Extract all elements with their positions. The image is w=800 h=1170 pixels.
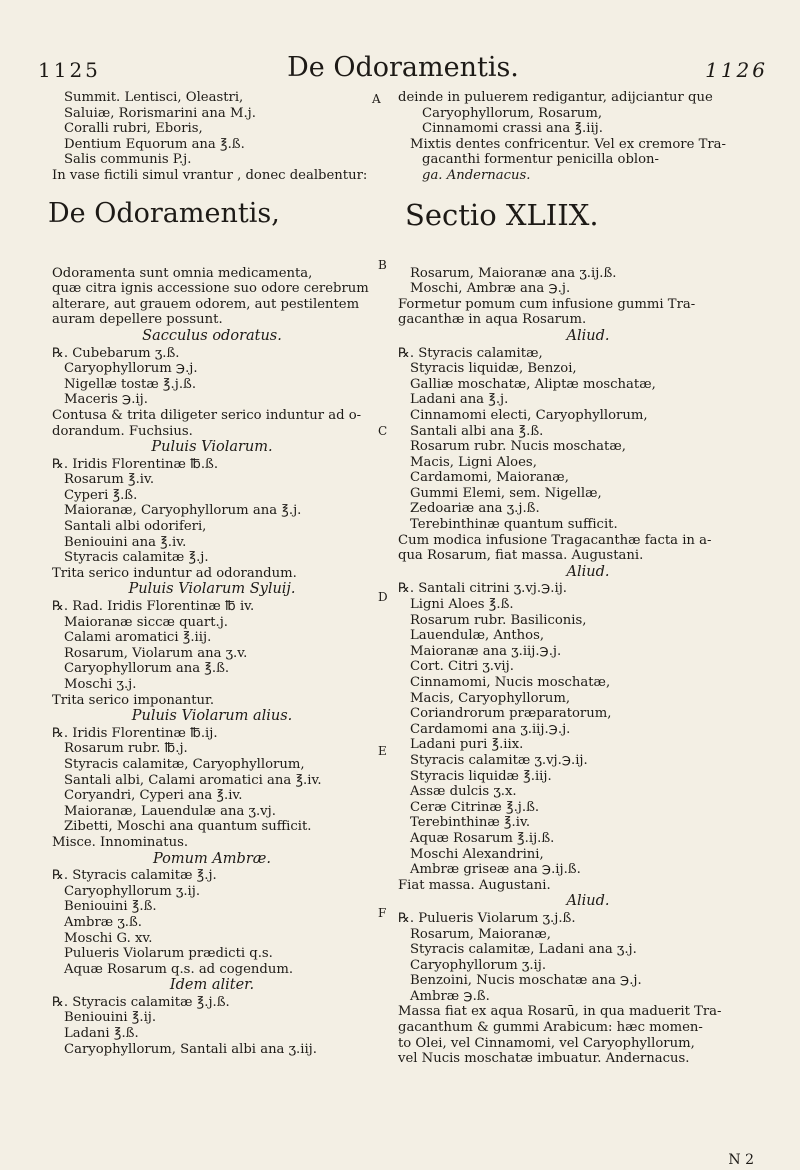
margin-letter-f: F bbox=[378, 906, 387, 920]
text-line: Cinnamomi electi, Caryophyllorum, bbox=[410, 407, 648, 423]
text-line: dorandum. Fuchsius. bbox=[52, 423, 193, 439]
text-line: Ligni Aloes ℥.ß. bbox=[410, 597, 514, 613]
text-line: Rosarum, Maioranæ ana ʒ.ij.ß. bbox=[410, 265, 617, 281]
text-line: quæ citra ignis accessione suo odore cerebrum bbox=[52, 281, 369, 297]
text-line: Rosarum rubr. ℔.j. bbox=[64, 741, 188, 757]
text-line: Trita serico imponantur. bbox=[52, 692, 215, 708]
text-line: Cinnamomi, Nucis moschatæ, bbox=[410, 675, 611, 690]
right-top-block bbox=[398, 90, 778, 184]
text-line: Moschi ʒ.j. bbox=[64, 677, 137, 692]
text-line: Moschi G. xv. bbox=[64, 930, 153, 946]
text-line: ℞. Iridis Florentinæ ℔.ij. bbox=[52, 725, 218, 741]
text-line: Caryophyllorum, Santali albi ana ʒ.iij. bbox=[64, 1041, 317, 1057]
text-line: Styracis calamitæ, Caryophyllorum, bbox=[64, 756, 305, 772]
text-line: In vase fictili simul vrantur , donec dealbentur: bbox=[52, 167, 368, 183]
text-line: ℞. Styracis calamitæ ℥.j.ß. bbox=[52, 994, 230, 1010]
recipe-heading: Aliud. bbox=[566, 563, 610, 580]
text-line: ℞. Pulueris Violarum ʒ.j.ß. bbox=[398, 910, 576, 926]
text-line: Cinnamomi crassi ana ℥.iij. bbox=[422, 121, 603, 137]
text-line: Aquæ Rosarum q.s. ad cogendum. bbox=[64, 961, 294, 977]
text-line: ℞. Styracis calamitæ, bbox=[398, 345, 543, 361]
text-line: Zedoariæ ana ʒ.j.ß. bbox=[410, 501, 540, 517]
recipe-heading: Puluis Violarum alius. bbox=[131, 708, 293, 725]
text-line: auram depellere possunt. bbox=[52, 312, 223, 328]
recipe-heading: Puluis Violarum. bbox=[151, 439, 273, 456]
text-line: Lauendulæ, Anthos, bbox=[410, 628, 545, 644]
text-line: ℞. Cubebarum ʒ.ß. bbox=[52, 345, 180, 361]
recipe-heading: Puluis Violarum Syluij. bbox=[128, 581, 296, 598]
text-line: Galliæ moschatæ, Aliptæ moschatæ, bbox=[410, 376, 656, 392]
text-line: gacanthum & gummi Arabicum: hæc momen- bbox=[398, 1020, 703, 1036]
text-line: Pulueris Violarum prædicti q.s. bbox=[64, 946, 273, 962]
text-line: Coryandri, Cyperi ana ℥.iv. bbox=[64, 788, 243, 804]
text-line: deinde in puluerem redigantur, adijciantur que bbox=[398, 90, 713, 105]
text-line: Styracis liquidæ, Benzoi, bbox=[410, 361, 577, 377]
text-line: Beniouini ana ℥.iv. bbox=[64, 534, 187, 550]
text-line: Cort. Citri ʒ.vij. bbox=[410, 659, 514, 675]
right-body bbox=[398, 266, 778, 1067]
recipe-heading: Aliud. bbox=[566, 327, 610, 344]
text-line: Ladani puri ℥.iix. bbox=[410, 737, 524, 753]
text-line: Cyperi ℥.ß. bbox=[64, 487, 138, 503]
text-line: Ceræ Citrinæ ℥.j.ß. bbox=[410, 799, 540, 815]
text-line: Santali albi odoriferi, bbox=[64, 519, 207, 535]
text-line: Misce. Innominatus. bbox=[52, 834, 189, 850]
running-header bbox=[38, 52, 768, 92]
text-line: Summit. Lentisci, Oleastri, bbox=[64, 90, 244, 105]
text-line: Zibetti, Moschi ana quantum sufficit. bbox=[64, 819, 312, 835]
text-line: vel Nucis moschatæ imbuatur. Andernacus. bbox=[398, 1051, 690, 1067]
section-title-left: De Odoramentis, bbox=[48, 198, 280, 229]
left-body bbox=[52, 266, 372, 1058]
text-line: Salis communis P.j. bbox=[64, 152, 192, 168]
text-line: Cardamomi ana ʒ.iij.℈.j. bbox=[410, 721, 571, 737]
text-line: ga. Andernacus. bbox=[422, 167, 531, 183]
text-line: Moschi, Ambræ ana ℈.j. bbox=[410, 281, 571, 297]
running-title: De Odoramentis. bbox=[287, 52, 519, 83]
margin-letter-e: E bbox=[378, 744, 387, 758]
text-line: Santali albi ana ℥.ß. bbox=[410, 423, 544, 439]
text-line: Maioranæ, Caryophyllorum ana ℥.j. bbox=[64, 503, 302, 519]
text-line: Nigellæ tostæ ℥.j.ß. bbox=[64, 376, 197, 392]
text-line: Maioranæ, Lauendulæ ana ʒ.vj. bbox=[64, 803, 276, 819]
text-line: Styracis liquidæ ℥.iij. bbox=[410, 768, 552, 784]
text-line: ℞. Styracis calamitæ ℥.j. bbox=[52, 868, 217, 884]
text-line: gacanthi formentur penicilla oblon- bbox=[422, 152, 660, 168]
text-line: Cum modica infusione Tragacanthæ facta in a- bbox=[398, 532, 712, 548]
text-line: Caryophyllorum, Rosarum, bbox=[422, 105, 603, 121]
text-line: gacanthæ in aqua Rosarum. bbox=[398, 312, 587, 328]
text-line: Gummi Elemi, sem. Nigellæ, bbox=[410, 485, 602, 501]
text-line: Mixtis dentes confricentur. Vel ex cremore Tra- bbox=[410, 136, 726, 152]
text-line: Calami aromatici ℥.iij. bbox=[64, 630, 212, 646]
recipe-heading: Pomum Ambræ. bbox=[152, 850, 272, 867]
text-line: Aquæ Rosarum ℥.ij.ß. bbox=[410, 830, 555, 846]
text-line: Beniouini ℥.ß. bbox=[64, 899, 157, 915]
right-column bbox=[398, 90, 778, 1067]
text-line: Ladani ana ℥.j. bbox=[410, 392, 509, 408]
text-line: Trita serico induntur ad odorandum. bbox=[52, 565, 297, 581]
text-line: Ambræ ℈.ß. bbox=[410, 988, 490, 1004]
right-page-number: 1126 bbox=[705, 58, 768, 82]
text-line: Caryophyllorum ʒ.ij. bbox=[410, 957, 547, 973]
text-line: Ambræ ʒ.ß. bbox=[64, 914, 142, 930]
margin-letter-c: C bbox=[378, 424, 388, 438]
text-line: Macis, Caryophyllorum, bbox=[410, 690, 571, 706]
text-line: Assæ dulcis ʒ.x. bbox=[410, 784, 517, 800]
text-line: Caryophyllorum ℈.j. bbox=[64, 361, 198, 377]
text-line: Terebinthinæ ℥.iv. bbox=[410, 815, 531, 831]
left-page-number: 1125 bbox=[38, 58, 101, 82]
left-top-block bbox=[52, 90, 372, 184]
text-line: Odoramenta sunt omnia medicamenta, bbox=[52, 265, 313, 281]
section-title-right: Sectio XLIIX. bbox=[405, 198, 599, 232]
text-line: Fiat massa. Augustani. bbox=[398, 877, 551, 893]
text-line: Macis, Ligni Aloes, bbox=[410, 454, 537, 470]
text-line: Ladani ℥.ß. bbox=[64, 1026, 139, 1042]
text-line: ℞. Rad. Iridis Florentinæ ℔ iv. bbox=[52, 599, 255, 615]
text-line: Caryophyllorum ʒ.ij. bbox=[64, 883, 201, 899]
text-line: Dentium Equorum ana ℥.ß. bbox=[64, 136, 245, 152]
text-line: Ambræ griseæ ana ℈.ij.ß. bbox=[410, 862, 581, 878]
text-line: Terebinthinæ quantum sufficit. bbox=[410, 517, 618, 533]
text-line: alterare, aut grauem odorem, aut pestilentem bbox=[52, 296, 360, 312]
text-line: Moschi Alexandrini, bbox=[410, 846, 544, 862]
text-line: Coriandrorum præparatorum, bbox=[410, 706, 612, 722]
text-line: Rosarum, Maioranæ, bbox=[410, 926, 551, 942]
text-line: ℞. Santali citrini ʒ.vj.℈.ij. bbox=[398, 581, 567, 597]
text-line: Saluiæ, Rorismarini ana M.j. bbox=[64, 105, 256, 121]
text-line: Maioranæ siccæ quart.j. bbox=[64, 614, 228, 630]
text-line: Maioranæ ana ʒ.iij.℈.j. bbox=[410, 643, 562, 659]
left-column bbox=[52, 90, 372, 1057]
text-line: Coralli rubri, Eboris, bbox=[64, 121, 203, 137]
text-line: to Olei, vel Cinnamomi, vel Caryophyllorum, bbox=[398, 1035, 695, 1051]
text-line: Contusa & trita diligeter serico induntur ad o- bbox=[52, 407, 362, 423]
text-line: Rosarum, Violarum ana ʒ.v. bbox=[64, 645, 248, 661]
margin-letter-b: B bbox=[378, 258, 387, 272]
recipe-heading: Aliud. bbox=[566, 893, 610, 910]
text-line: Massa fiat ex aqua Rosarū, in qua maduerit Tra- bbox=[398, 1004, 722, 1020]
text-line: Santali albi, Calami aromatici ana ℥.iv. bbox=[64, 772, 322, 788]
text-line: Formetur pomum cum infusione gummi Tra- bbox=[398, 296, 696, 312]
margin-letter-a: A bbox=[372, 92, 381, 106]
recipe-heading: Idem aliter. bbox=[169, 977, 255, 994]
text-line: Maceris ℈.ij. bbox=[64, 392, 148, 408]
text-line: Beniouini ℥.ij. bbox=[64, 1010, 157, 1026]
text-line: qua Rosarum, fiat massa. Augustani. bbox=[398, 548, 644, 564]
text-line: Benzoini, Nucis moschatæ ana ℈.j. bbox=[410, 973, 642, 989]
text-line: Styracis calamitæ ℥.j. bbox=[64, 550, 209, 566]
text-line: Rosarum rubr. Basiliconis, bbox=[410, 612, 587, 628]
text-line: Styracis calamitæ, Ladani ana ʒ.j. bbox=[410, 942, 637, 958]
text-line: ℞. Iridis Florentinæ ℔.ß. bbox=[52, 456, 219, 472]
text-line: Caryophyllorum ana ℥.ß. bbox=[64, 661, 230, 677]
margin-letter-d: D bbox=[378, 590, 388, 604]
text-line: Rosarum rubr. Nucis moschatæ, bbox=[410, 439, 626, 455]
signature-mark: N 2 bbox=[728, 1152, 754, 1168]
text-line: Rosarum ℥.iv. bbox=[64, 472, 155, 488]
text-line: Cardamomi, Maioranæ, bbox=[410, 470, 569, 486]
text-line: Styracis calamitæ ʒ.vj.℈.ij. bbox=[410, 752, 588, 768]
recipe-heading: Sacculus odoratus. bbox=[142, 327, 282, 344]
